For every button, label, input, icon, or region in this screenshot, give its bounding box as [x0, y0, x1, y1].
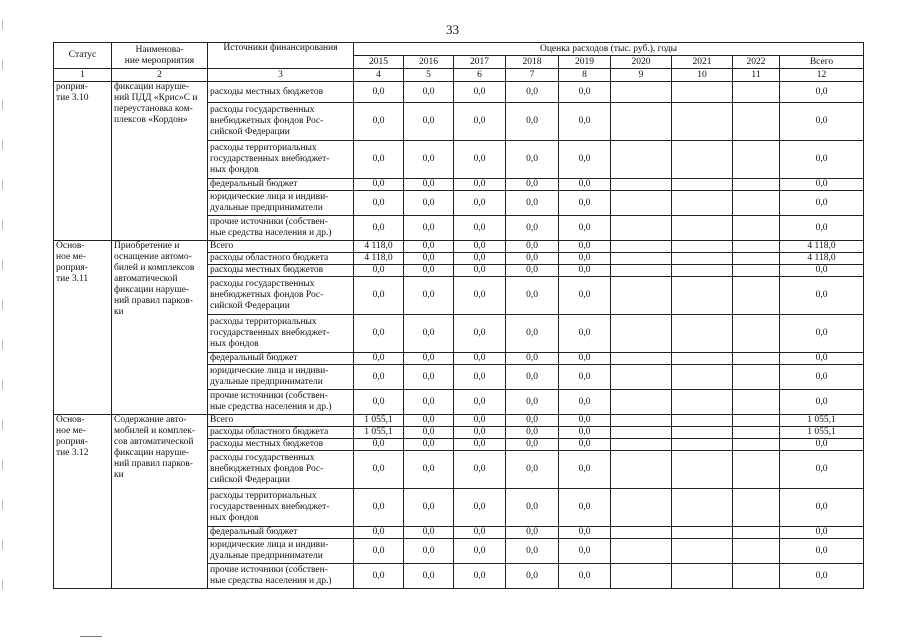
row-value: [672, 415, 733, 427]
row-value: 0,0: [404, 365, 454, 390]
row-value: 1 055,1: [780, 415, 864, 427]
row-value: 0,0: [354, 439, 404, 451]
row-value: 0,0: [404, 315, 454, 353]
row-value: [733, 390, 780, 415]
row-value: 0,0: [404, 415, 454, 427]
row-measure-name: Содержание авто- мобилей и комплек- сов автоматической фиксации наруше- ний правил парков- ки: [112, 415, 208, 589]
row-status: роприя- тие 3.10: [54, 82, 112, 241]
header-year-6: 2021: [672, 56, 733, 69]
row-value: 0,0: [354, 365, 404, 390]
row-value: 0,0: [559, 489, 611, 527]
row-value: 4 118,0: [354, 253, 404, 265]
table-body: [54, 82, 864, 589]
row-value: 0,0: [404, 539, 454, 564]
row-value: 0,0: [506, 241, 559, 253]
row-source: федеральный бюджет: [208, 353, 354, 365]
row-value: 0,0: [559, 265, 611, 277]
header-status: Статус: [54, 43, 112, 69]
header-year-1: 2016: [404, 56, 454, 69]
header-colnum-3: 4: [354, 69, 404, 82]
row-value: [611, 415, 672, 427]
row-value: 0,0: [354, 103, 404, 141]
header-year-2: 2017: [454, 56, 506, 69]
row-value: 0,0: [780, 216, 864, 241]
header-colnum-4: 5: [404, 69, 454, 82]
row-value: 0,0: [354, 390, 404, 415]
row-value: [611, 390, 672, 415]
row-value: 0,0: [506, 191, 559, 216]
row-value: 0,0: [780, 539, 864, 564]
row-value: [733, 427, 780, 439]
row-value: 0,0: [506, 253, 559, 265]
row-value: 0,0: [506, 415, 559, 427]
row-value: [672, 179, 733, 191]
row-value: [733, 265, 780, 277]
row-value: 0,0: [559, 451, 611, 489]
row-value: 0,0: [454, 539, 506, 564]
row-value: 0,0: [506, 365, 559, 390]
header-estimate: Оценка расходов (тыс. руб.), годы: [354, 43, 864, 56]
row-value: [611, 265, 672, 277]
row-value: [733, 451, 780, 489]
header-year-8: Всего: [780, 56, 864, 69]
row-status: Основ- ное ме- роприя- тие 3.11: [54, 241, 112, 415]
row-value: 0,0: [780, 277, 864, 315]
header-name: [112, 43, 208, 69]
row-value: 0,0: [559, 427, 611, 439]
row-value: [733, 82, 780, 103]
row-value: 0,0: [506, 315, 559, 353]
row-value: 0,0: [404, 564, 454, 589]
row-value: [672, 141, 733, 179]
header-year-5: 2020: [611, 56, 672, 69]
row-value: [672, 103, 733, 141]
row-value: 0,0: [404, 353, 454, 365]
row-source: Всего: [208, 241, 354, 253]
row-value: 0,0: [506, 564, 559, 589]
row-value: 0,0: [559, 315, 611, 353]
row-value: [733, 241, 780, 253]
header-name-line1: Наименова-: [135, 44, 184, 55]
row-value: [672, 527, 733, 539]
row-value: 4 118,0: [780, 253, 864, 265]
row-value: 0,0: [780, 315, 864, 353]
row-value: [672, 265, 733, 277]
row-value: 0,0: [354, 539, 404, 564]
scan-edge-marks: [2, 20, 3, 620]
row-value: 0,0: [559, 191, 611, 216]
row-value: 0,0: [780, 103, 864, 141]
row-value: [672, 241, 733, 253]
row-value: [611, 353, 672, 365]
row-value: 0,0: [454, 179, 506, 191]
row-source: прочие источники (собствен- ные средства населения и др.): [208, 564, 354, 589]
row-value: 1 055,1: [354, 415, 404, 427]
row-value: 0,0: [454, 216, 506, 241]
row-value: 0,0: [354, 315, 404, 353]
row-value: [733, 439, 780, 451]
row-value: [733, 141, 780, 179]
row-value: [672, 427, 733, 439]
header-year-3: 2018: [506, 56, 559, 69]
row-value: 0,0: [559, 82, 611, 103]
row-value: 1 055,1: [354, 427, 404, 439]
row-value: [611, 216, 672, 241]
row-source: расходы областного бюджета: [208, 427, 354, 439]
row-value: [733, 489, 780, 527]
row-value: 0,0: [404, 253, 454, 265]
page-number: 33: [446, 22, 459, 37]
row-source: расходы территориальных государственных внебюджет- ных фондов: [208, 315, 354, 353]
row-value: 0,0: [559, 564, 611, 589]
row-value: 0,0: [404, 451, 454, 489]
row-value: [672, 564, 733, 589]
row-value: 0,0: [404, 390, 454, 415]
row-value: [733, 253, 780, 265]
row-value: 0,0: [404, 427, 454, 439]
row-value: 0,0: [454, 365, 506, 390]
row-value: 0,0: [559, 353, 611, 365]
row-source: юридические лица и индиви- дуальные предприниматели: [208, 365, 354, 390]
row-value: [611, 539, 672, 564]
row-value: 0,0: [454, 451, 506, 489]
row-value: 0,0: [454, 353, 506, 365]
row-value: 0,0: [354, 191, 404, 216]
row-value: 0,0: [404, 265, 454, 277]
row-value: 0,0: [559, 179, 611, 191]
header-sources: Источники финансирования: [208, 43, 354, 69]
row-value: [611, 365, 672, 390]
header-numbers-row: [54, 69, 864, 82]
row-value: 0,0: [454, 253, 506, 265]
row-value: [672, 489, 733, 527]
row-value: 0,0: [454, 415, 506, 427]
row-value: 0,0: [454, 315, 506, 353]
row-value: 4 118,0: [780, 241, 864, 253]
header-colnum-10: 11: [733, 69, 780, 82]
row-value: [733, 103, 780, 141]
header-colnum-1: 2: [112, 69, 208, 82]
row-value: 0,0: [506, 527, 559, 539]
row-source: прочие источники (собствен- ные средства населения и др.): [208, 216, 354, 241]
row-value: 0,0: [454, 141, 506, 179]
row-value: 0,0: [559, 216, 611, 241]
row-value: 1 055,1: [780, 427, 864, 439]
row-value: 0,0: [454, 191, 506, 216]
row-value: [733, 415, 780, 427]
row-source: юридические лица и индиви- дуальные предприниматели: [208, 191, 354, 216]
financing-table-container: [53, 42, 864, 589]
row-value: 0,0: [780, 82, 864, 103]
header-year-4: 2019: [559, 56, 611, 69]
header-colnum-6: 7: [506, 69, 559, 82]
header-colnum-8: 9: [611, 69, 672, 82]
row-value: 0,0: [506, 103, 559, 141]
row-value: 0,0: [454, 439, 506, 451]
row-value: [672, 82, 733, 103]
row-value: [733, 216, 780, 241]
row-value: 0,0: [454, 527, 506, 539]
row-value: 0,0: [506, 439, 559, 451]
row-value: [611, 277, 672, 315]
row-value: 0,0: [559, 527, 611, 539]
row-value: 0,0: [780, 179, 864, 191]
row-source: расходы местных бюджетов: [208, 82, 354, 103]
row-value: 0,0: [354, 353, 404, 365]
row-value: [733, 527, 780, 539]
row-value: 0,0: [780, 191, 864, 216]
row-value: 0,0: [780, 390, 864, 415]
row-value: 0,0: [559, 439, 611, 451]
row-value: 0,0: [454, 265, 506, 277]
row-source: федеральный бюджет: [208, 179, 354, 191]
header-colnum-7: 8: [559, 69, 611, 82]
row-value: 0,0: [454, 103, 506, 141]
row-value: 0,0: [780, 265, 864, 277]
row-source: расходы государственных внебюджетных фондов Рос- сийской Федерации: [208, 103, 354, 141]
row-value: 0,0: [404, 191, 454, 216]
row-value: 0,0: [354, 527, 404, 539]
row-value: 0,0: [559, 253, 611, 265]
row-value: 0,0: [559, 103, 611, 141]
row-source: расходы государственных внебюджетных фондов Рос- сийской Федерации: [208, 451, 354, 489]
row-value: 0,0: [559, 241, 611, 253]
row-value: 0,0: [404, 277, 454, 315]
table-row: [54, 415, 864, 427]
row-value: [672, 365, 733, 390]
row-value: [611, 141, 672, 179]
row-source: прочие источники (собствен- ные средства населения и др.): [208, 390, 354, 415]
row-value: [733, 353, 780, 365]
row-value: 0,0: [506, 179, 559, 191]
row-value: [611, 527, 672, 539]
header-colnum-5: 6: [454, 69, 506, 82]
row-value: [672, 277, 733, 315]
row-value: [733, 539, 780, 564]
row-value: 0,0: [780, 439, 864, 451]
row-value: [611, 241, 672, 253]
header-colnum-9: 10: [672, 69, 733, 82]
row-value: [611, 439, 672, 451]
row-source: расходы государственных внебюджетных фондов Рос- сийской Федерации: [208, 277, 354, 315]
row-value: [672, 253, 733, 265]
row-value: 0,0: [354, 82, 404, 103]
row-value: [611, 451, 672, 489]
row-value: [733, 315, 780, 353]
row-value: 0,0: [354, 216, 404, 241]
row-value: 0,0: [354, 141, 404, 179]
row-value: [672, 390, 733, 415]
row-value: 0,0: [559, 141, 611, 179]
row-value: 0,0: [404, 527, 454, 539]
row-value: 0,0: [454, 390, 506, 415]
row-value: 0,0: [506, 390, 559, 415]
row-value: [611, 82, 672, 103]
header-colnum-0: 1: [54, 69, 112, 82]
header-name-line2: ние мероприятия: [124, 55, 195, 66]
row-value: [611, 191, 672, 216]
row-value: 0,0: [506, 353, 559, 365]
row-value: 0,0: [506, 451, 559, 489]
row-source: расходы территориальных государственных внебюджет- ных фондов: [208, 141, 354, 179]
row-value: 0,0: [780, 527, 864, 539]
row-value: 0,0: [506, 427, 559, 439]
row-value: 4 118,0: [354, 241, 404, 253]
row-value: 0,0: [780, 564, 864, 589]
row-value: [733, 564, 780, 589]
row-value: [733, 179, 780, 191]
row-value: 0,0: [454, 427, 506, 439]
row-value: 0,0: [506, 265, 559, 277]
row-value: [672, 353, 733, 365]
row-value: 0,0: [559, 365, 611, 390]
row-source: расходы местных бюджетов: [208, 265, 354, 277]
row-source: юридические лица и индиви- дуальные предприниматели: [208, 539, 354, 564]
row-value: 0,0: [404, 489, 454, 527]
table-row: [54, 82, 864, 103]
row-value: 0,0: [404, 103, 454, 141]
row-value: 0,0: [454, 564, 506, 589]
row-value: 0,0: [506, 539, 559, 564]
row-value: 0,0: [354, 564, 404, 589]
row-value: [733, 191, 780, 216]
row-value: 0,0: [559, 277, 611, 315]
row-value: 0,0: [780, 365, 864, 390]
row-source: расходы территориальных государственных внебюджет- ных фондов: [208, 489, 354, 527]
row-value: [672, 191, 733, 216]
row-value: [672, 439, 733, 451]
row-value: 0,0: [780, 353, 864, 365]
table-row: [54, 241, 864, 253]
row-value: [672, 539, 733, 564]
row-source: расходы областного бюджета: [208, 253, 354, 265]
row-value: 0,0: [506, 216, 559, 241]
row-status: Основ- ное ме- роприя- тие 3.12: [54, 415, 112, 589]
row-value: 0,0: [559, 415, 611, 427]
row-value: 0,0: [559, 539, 611, 564]
financing-table: [53, 42, 864, 589]
row-value: [733, 365, 780, 390]
row-value: 0,0: [354, 277, 404, 315]
row-value: [611, 489, 672, 527]
row-value: 0,0: [559, 390, 611, 415]
row-value: 0,0: [454, 489, 506, 527]
row-value: 0,0: [404, 439, 454, 451]
row-value: [672, 216, 733, 241]
row-value: 0,0: [354, 265, 404, 277]
row-value: 0,0: [404, 216, 454, 241]
row-value: [672, 315, 733, 353]
row-value: 0,0: [404, 241, 454, 253]
row-value: 0,0: [354, 451, 404, 489]
header-year-7: 2022: [733, 56, 780, 69]
row-value: 0,0: [404, 179, 454, 191]
row-value: [611, 253, 672, 265]
row-value: [611, 564, 672, 589]
row-value: 0,0: [506, 141, 559, 179]
row-value: 0,0: [780, 451, 864, 489]
row-source: федеральный бюджет: [208, 527, 354, 539]
row-value: 0,0: [780, 489, 864, 527]
row-value: [611, 427, 672, 439]
row-value: 0,0: [780, 141, 864, 179]
row-value: [611, 315, 672, 353]
row-value: 0,0: [454, 277, 506, 315]
scan-mark: [80, 636, 102, 637]
row-value: [672, 451, 733, 489]
row-value: [611, 179, 672, 191]
row-value: 0,0: [454, 82, 506, 103]
row-value: [733, 277, 780, 315]
row-value: 0,0: [354, 489, 404, 527]
row-value: 0,0: [506, 489, 559, 527]
row-source: расходы местных бюджетов: [208, 439, 354, 451]
row-measure-name: Приобретение и оснащение автомо- билей и комплексов автоматической фиксации наруше- ний правил парков- ки: [112, 241, 208, 415]
row-value: 0,0: [404, 141, 454, 179]
header-colnum-2: 3: [208, 69, 354, 82]
row-source: Всего: [208, 415, 354, 427]
row-value: 0,0: [354, 179, 404, 191]
row-value: 0,0: [404, 82, 454, 103]
row-value: 0,0: [506, 82, 559, 103]
row-measure-name: фиксации наруше- ний ПДД «Крис»С и переустановка ком- плексов «Кордон»: [112, 82, 208, 241]
row-value: 0,0: [506, 277, 559, 315]
header-colnum-11: 12: [780, 69, 864, 82]
header-year-0: 2015: [354, 56, 404, 69]
row-value: 0,0: [454, 241, 506, 253]
row-value: [611, 103, 672, 141]
